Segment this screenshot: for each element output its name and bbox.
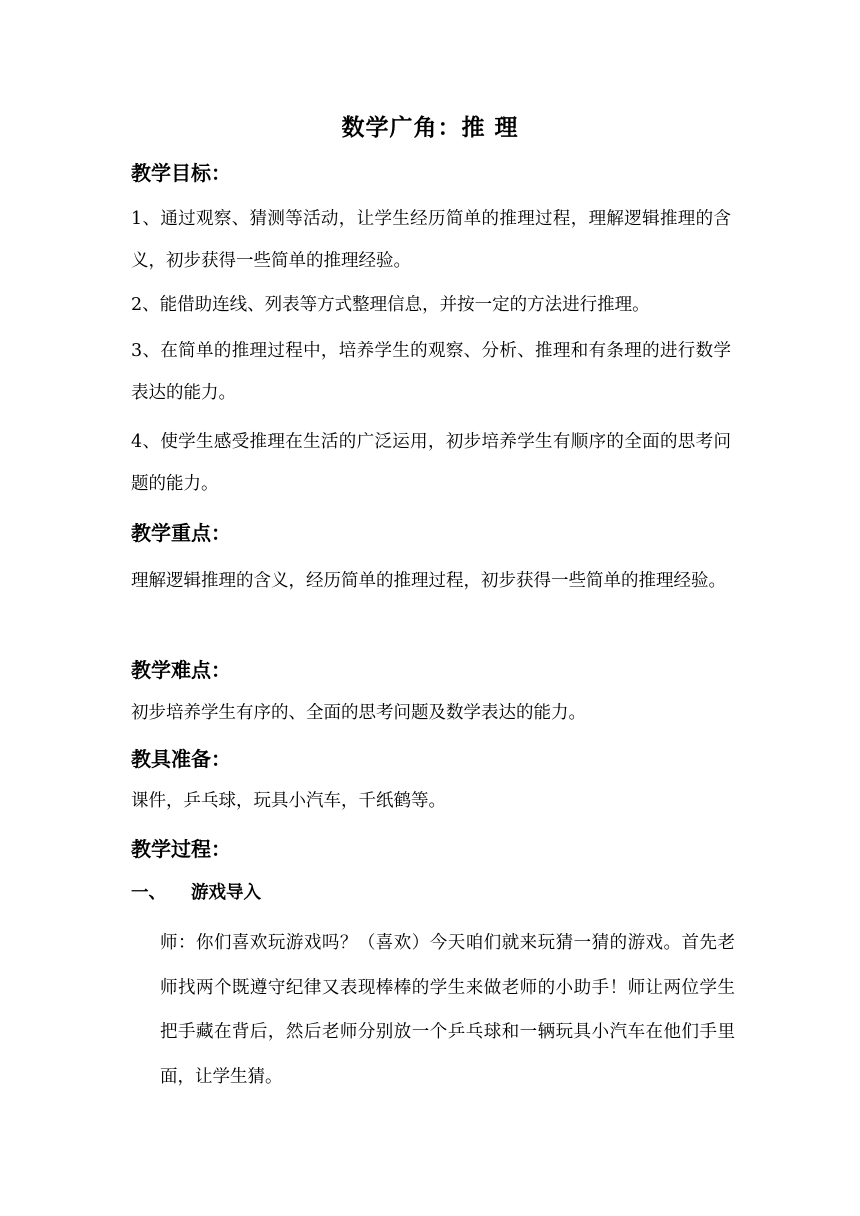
page-title: 数学广角：推 理 (341, 115, 519, 141)
objectives-heading: 教学目标： (131, 161, 231, 185)
key-points-text: 理解逻辑推理的含义，经历简单的推理过程，初步获得一些简单的推理经验。 (131, 571, 726, 591)
difficulties-text: 初步培养学生有序的、全面的思考问题及数学表达的能力。 (131, 703, 586, 723)
materials-text: 课件，乒乓球，玩具小汽车，千纸鹤等。 (131, 791, 446, 811)
difficulties-heading: 教学难点： (131, 658, 231, 682)
materials-heading: 教具准备： (131, 747, 231, 771)
objective-item-3: 3、在简单的推理过程中，培养学生的观察、分析、推理和有条理的进行数学表达的能力。 (131, 341, 731, 403)
process-heading: 教学过程： (131, 837, 231, 861)
objective-item-4: 4、使学生感受推理在生活的广泛运用，初步培养学生有顺序的全面的思考问题的能力。 (131, 432, 731, 494)
key-points-heading: 教学重点： (131, 521, 231, 545)
objective-item-1: 1、通过观察、猜测等活动，让学生经历简单的推理过程，理解逻辑推理的含义，初步获得一些简单的推理经验。 (131, 209, 731, 271)
section-paragraph: 师：你们喜欢玩游戏吗？（喜欢）今天咱们就来玩猜一猜的游戏。首先老师找两个既遵守纪律又表现棒棒的学生来做老师的小助手！师让两位学生把手藏在背后，然后老师分别放一个乒乓球和一辆玩具小汽车在他们手里面，让学生猜。 (160, 933, 735, 1087)
objective-item-2: 2、能借助连线、列表等方式整理信息，并按一定的方法进行推理。 (131, 295, 650, 315)
section-title: 游戏导入 (191, 883, 261, 903)
section-number: 一、 (131, 883, 166, 903)
